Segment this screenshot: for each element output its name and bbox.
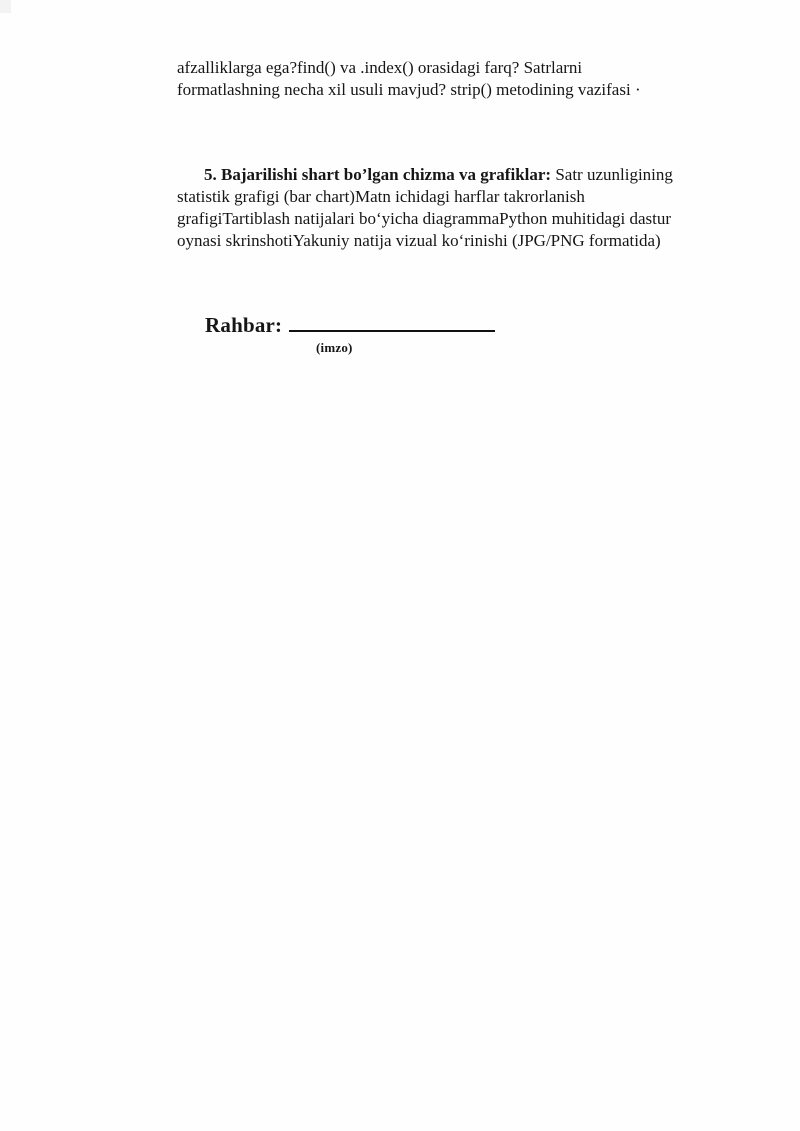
section5-line-4: oynasi skrinshotiYakuniy natija vizual ko‘rinishi (JPG/PNG formatida) bbox=[177, 231, 661, 250]
signature-label: Rahbar: bbox=[205, 313, 283, 337]
intro-line-2: formatlashning necha xil usuli mavjud? strip() metodining vazifasi · bbox=[177, 80, 641, 99]
signature-row bbox=[205, 311, 495, 336]
section5-line-2: statistik grafigi (bar chart)Matn ichidagi harflar takrorlanish bbox=[177, 187, 585, 206]
section5-line-3: grafigiTartiblash natijalari bo‘yicha diagrammaPython muhitidagi dastur bbox=[177, 209, 672, 228]
section5-line-1-rest: Satr uzunligining bbox=[551, 165, 673, 184]
paragraph-section5 bbox=[177, 164, 673, 252]
section5-heading: 5. Bajarilishi shart bo’lgan chizma va grafiklar: bbox=[204, 165, 552, 184]
signature-block bbox=[205, 311, 495, 356]
signature-line bbox=[289, 311, 495, 332]
section5-line-1 bbox=[177, 164, 673, 186]
scan-corner-artifact bbox=[0, 0, 11, 13]
signature-caption: (imzo) bbox=[316, 340, 353, 355]
paragraph-intro bbox=[177, 57, 641, 101]
intro-line-1: afzalliklarga ega?find() va .index() orasidagi farq? Satrlarni bbox=[177, 58, 583, 77]
